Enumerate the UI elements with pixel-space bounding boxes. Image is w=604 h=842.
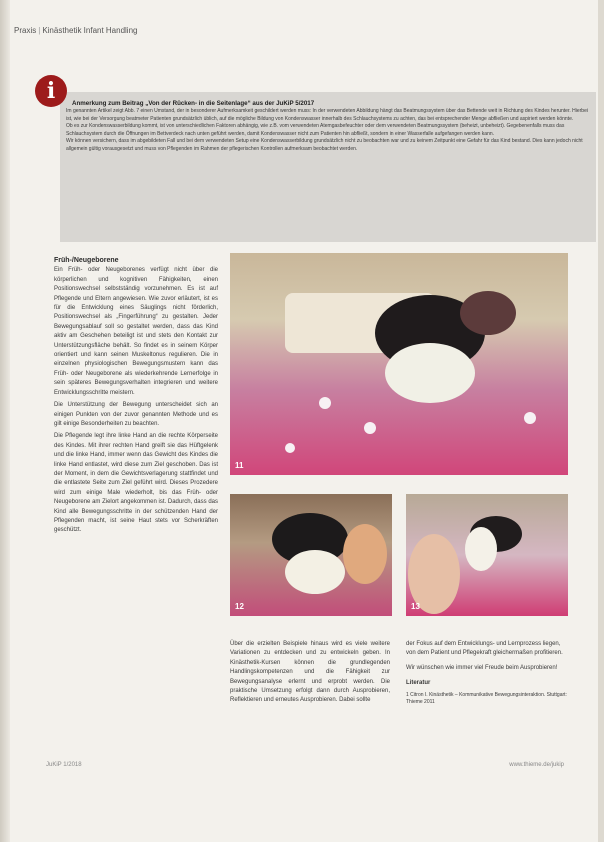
literature-heading: Literatur: [406, 680, 431, 687]
photo-11-illustration: [230, 253, 568, 475]
notice-title: Anmerkung zum Beitrag „Von der Rücken- in die Seitenlage“ aus der JuKiP 5/2017: [72, 100, 315, 107]
paragraph: Die Pflegende legt ihre linke Hand an die rechte Körperseite des Kindes. Mit ihrer rechten Hand greift sie das Hüftgelenk und die linke Hand, immer wenn das Gewicht des Kindes die linke Hand entlastet, wird diese zum Ziel geschoben. Das ist der Moment, in dem die Gewichtsverlagerung stattfindet und die entlastete Seite zum Ziel geführt wird. Dieses Prozedere wird zum einige Male wiederholt, bis das Früh- oder Neugeborene am Zielort angekommen ist. Dadurch, dass das Kind alle Bewegungsschritte in der schützenden Hand der Pflegenden macht, ist seine Haut stets vor Scherkräften geschützt.: [54, 433, 218, 534]
page-spine: [0, 0, 10, 842]
info-icon: i: [35, 75, 67, 107]
photo-13-illustration: [406, 494, 568, 616]
diaper: [385, 343, 475, 403]
footer-issue: JuKiP 1/2018: [46, 762, 82, 768]
header-section: Praxis: [14, 26, 37, 35]
section-heading: Früh-/Neugeborene: [54, 257, 119, 264]
photo-12: [230, 494, 392, 616]
literature-item: 1 Citron I. Kinästhetik – Kommunikative Bewegungsinteraktion. Stuttgart: Thieme 2011: [406, 691, 567, 706]
figure-number: 13: [411, 602, 420, 611]
figure-number: 11: [235, 461, 244, 470]
paragraph: der Fokus auf dem Entwicklungs- und Lernprozess liegen, von dem Patient und Pflegekraft gleichermaßen profitieren.: [406, 641, 563, 657]
figure-number: 12: [235, 602, 244, 611]
page-edge: [598, 0, 604, 842]
left-column: [54, 256, 218, 539]
photo-12-illustration: [230, 494, 392, 616]
notice-text: Im genannten Artikel zeigt Abb. 7 einen Umstand, der in besonderer Aufmerksamkeit geschildert werden muss: In der verwendeten Abbildung hängt das Beatmungssystem über das Bettende weit in Richtung des Kindes herunter. Hierbei ist, wie bei der Versorgung beatmeter Patienten grundsätzlich üblich, auf die mögliche Bildung von Kondenswasser innerhalb des Schlauchsystems zu achten, das bei entsprechender Menge abfließen und aspiriert werden könnte. Ob es zur Kondenswasserbildung kommt, ist von unterschiedlichen Faktoren abhängig, wie z.B. vom verwendeten Atemgasbefeuchter oder dem verwendeten Beatmungssystem (beheizt, unbeheizt). Gegebenenfalls muss das Schlauchsystem durch die Öffnungen im Bettverdeck nach unten geführt werden, damit Kondenswasser nicht zum Patienten hin abfließt, sondern in einer Wasserfalle aufgefangen werden kann. Wir können versichern, dass im abgebildeten Fall und bei dem verwendeten Setup eine Kondenswasserbildung grundsätzlich nicht zu beobachten war und zu keinem Zeitpunkt eine Gefahr für das Kind bestand. Dies kann jedoch nicht allgemein gültig vorausgesetzt und muss von Pflegenden im Rahmen der pflegerischen Kontrollen aufmerksam beobachtet werden.: [66, 108, 588, 152]
photo-13: [406, 494, 568, 616]
right-column: [406, 640, 568, 707]
running-header: Praxis | Kinästhetik Infant Handling: [14, 26, 138, 35]
paragraph: Wir wünschen wie immer viel Freude beim Ausprobieren!: [406, 664, 558, 671]
photo-11: [230, 253, 568, 475]
footer-url: www.thieme.de/jukip: [509, 762, 564, 768]
paragraph: Die Unterstützung der Bewegung unterscheidet sich an einigen Punkten von der zuvor genannten Methode und es gilt einige Besonderheiten zu beachten.: [54, 402, 218, 427]
paragraph: Ein Früh- oder Neugeborenes verfügt nicht über die körperlichen und kognitiven Fähigkeiten, einen Positionswechsel selbstständig vorzunehmen. Es ist auf Pflegende und Eltern angewiesen. Wie zuvor erläutert, ist es für die Entwicklung eines Säuglings nicht förderlich, Positionswechsel als „Fingerführung“ zu gestalten. Jeder Bewegungsablauf soll so gestaltet werden, dass das Kind aktiv am Geschehen beteiligt ist und stets den Kontakt zur Unterstützungsfläche behält. So findet es in seinem Körper orientiert und kann seinen Muskeltonus regulieren. Die in einzelnen physiologischen Bewegungsmustern kann das Früh- oder Neugeborene als wiederkehrende Lernerfolge in sein späteres Bewegungsverhalten integrieren und weitere Entwicklungsschritte meistern.: [54, 267, 218, 396]
hand: [460, 291, 516, 335]
middle-column: Über die erzielten Beispiele hinaus wird es viele weitere Variationen zu entdecken und zu entwickeln geben. In Kinästhetik-Kursen können die grundlegenden Handlingskompetenzen und die Fähigkeit zur Bewegungsanalyse erlernt und erprobt werden. Die praktische Umsetzung erfolgt dann durch Ausprobieren, Reflektieren und erneutes Ausprobieren. Dabei sollte: [230, 641, 390, 704]
header-topic: Kinästhetik Infant Handling: [42, 26, 138, 35]
